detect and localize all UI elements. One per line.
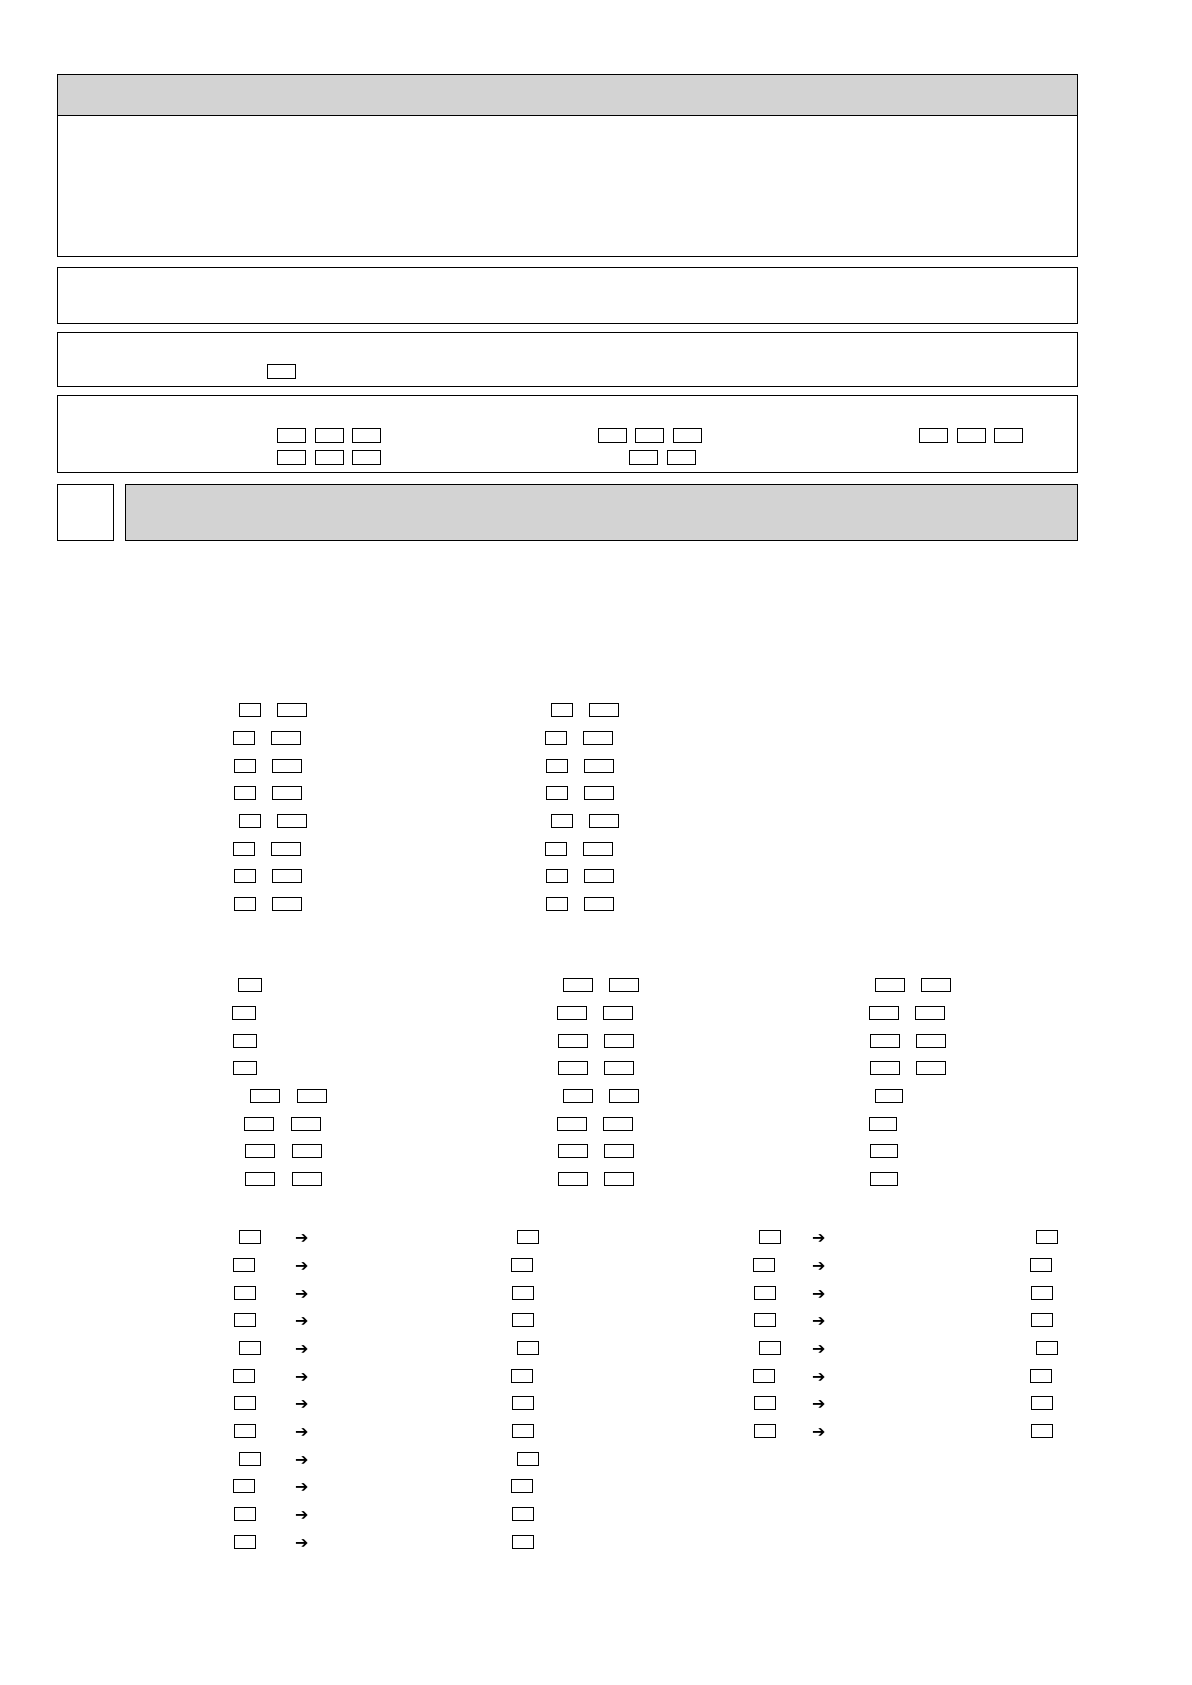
answer-box[interactable] bbox=[870, 1034, 900, 1048]
answer-box[interactable] bbox=[239, 1230, 261, 1244]
answer-box[interactable] bbox=[545, 842, 567, 856]
answer-box[interactable] bbox=[512, 1535, 534, 1549]
answer-box[interactable] bbox=[667, 450, 696, 465]
answer-box[interactable] bbox=[234, 1507, 256, 1521]
answer-box[interactable] bbox=[753, 1258, 775, 1272]
answer-box[interactable] bbox=[272, 786, 302, 800]
answer-box[interactable] bbox=[272, 897, 302, 911]
right-arrow-icon: ➔ bbox=[295, 1228, 309, 1247]
answer-box[interactable] bbox=[563, 978, 593, 992]
answer-box[interactable] bbox=[233, 731, 255, 745]
answer-box[interactable] bbox=[635, 428, 664, 443]
top-header-bar bbox=[58, 75, 1077, 116]
right-arrow-icon: ➔ bbox=[295, 1339, 309, 1358]
answer-box[interactable] bbox=[232, 1006, 256, 1020]
answer-box[interactable] bbox=[512, 1396, 534, 1410]
answer-box[interactable] bbox=[1030, 1369, 1052, 1383]
answer-box[interactable] bbox=[234, 869, 256, 883]
answer-box[interactable] bbox=[291, 1117, 321, 1131]
answer-box[interactable] bbox=[754, 1313, 776, 1327]
answer-box[interactable] bbox=[234, 897, 256, 911]
answer-box[interactable] bbox=[558, 1144, 588, 1158]
answer-box[interactable] bbox=[870, 1172, 898, 1186]
right-arrow-icon: ➔ bbox=[295, 1256, 309, 1275]
answer-box[interactable] bbox=[512, 1286, 534, 1300]
answer-box[interactable] bbox=[234, 786, 256, 800]
answer-box[interactable] bbox=[759, 1341, 781, 1355]
right-arrow-icon: ➔ bbox=[812, 1367, 826, 1386]
answer-box[interactable] bbox=[957, 428, 986, 443]
answer-box[interactable] bbox=[271, 731, 301, 745]
answer-box[interactable] bbox=[239, 703, 261, 717]
answer-box[interactable] bbox=[870, 1144, 898, 1158]
right-arrow-icon: ➔ bbox=[812, 1256, 826, 1275]
answer-box[interactable] bbox=[604, 1144, 634, 1158]
answer-box[interactable] bbox=[545, 731, 567, 745]
answer-box[interactable] bbox=[558, 1061, 588, 1075]
single-box-panel bbox=[57, 332, 1078, 387]
answer-box[interactable] bbox=[267, 364, 296, 379]
answer-box[interactable] bbox=[272, 759, 302, 773]
answer-box[interactable] bbox=[583, 731, 613, 745]
answer-box[interactable] bbox=[517, 1341, 539, 1355]
answer-box[interactable] bbox=[673, 428, 702, 443]
answer-box[interactable] bbox=[603, 1006, 633, 1020]
top-header-panel bbox=[57, 74, 1078, 257]
answer-box[interactable] bbox=[546, 759, 568, 773]
answer-box[interactable] bbox=[233, 842, 255, 856]
answer-box[interactable] bbox=[1036, 1341, 1058, 1355]
answer-box[interactable] bbox=[915, 1006, 945, 1020]
answer-box[interactable] bbox=[754, 1396, 776, 1410]
answer-box[interactable] bbox=[754, 1286, 776, 1300]
answer-box[interactable] bbox=[234, 1313, 256, 1327]
answer-box[interactable] bbox=[609, 1089, 639, 1103]
answer-box[interactable] bbox=[1036, 1230, 1058, 1244]
answer-box[interactable] bbox=[234, 1424, 256, 1438]
answer-box[interactable] bbox=[234, 1396, 256, 1410]
answer-box[interactable] bbox=[551, 703, 573, 717]
answer-box[interactable] bbox=[584, 786, 614, 800]
answer-box[interactable] bbox=[233, 1479, 255, 1493]
answer-box[interactable] bbox=[244, 1117, 274, 1131]
answer-box[interactable] bbox=[557, 1006, 587, 1020]
answer-box[interactable] bbox=[604, 1061, 634, 1075]
answer-box[interactable] bbox=[250, 1089, 280, 1103]
answer-box[interactable] bbox=[609, 978, 639, 992]
right-arrow-icon: ➔ bbox=[295, 1311, 309, 1330]
answer-box[interactable] bbox=[239, 814, 261, 828]
answer-box[interactable] bbox=[233, 1034, 257, 1048]
right-arrow-icon: ➔ bbox=[295, 1367, 309, 1386]
answer-box[interactable] bbox=[563, 1089, 593, 1103]
answer-box[interactable] bbox=[598, 428, 627, 443]
answer-box[interactable] bbox=[546, 897, 568, 911]
right-arrow-icon: ➔ bbox=[812, 1311, 826, 1330]
answer-box[interactable] bbox=[277, 814, 307, 828]
answer-box[interactable] bbox=[239, 1452, 261, 1466]
answer-box[interactable] bbox=[271, 842, 301, 856]
answer-box[interactable] bbox=[352, 428, 381, 443]
answer-box[interactable] bbox=[558, 1034, 588, 1048]
right-arrow-icon: ➔ bbox=[295, 1422, 309, 1441]
answer-box[interactable] bbox=[558, 1172, 588, 1186]
answer-box[interactable] bbox=[916, 1061, 946, 1075]
right-arrow-icon: ➔ bbox=[295, 1394, 309, 1413]
right-arrow-icon: ➔ bbox=[295, 1450, 309, 1469]
answer-box[interactable] bbox=[517, 1452, 539, 1466]
answer-box[interactable] bbox=[352, 450, 381, 465]
answer-box[interactable] bbox=[292, 1172, 322, 1186]
answer-box[interactable] bbox=[277, 428, 306, 443]
answer-box[interactable] bbox=[603, 1117, 633, 1131]
answer-box[interactable] bbox=[234, 1535, 256, 1549]
answer-box[interactable] bbox=[919, 428, 948, 443]
answer-box[interactable] bbox=[511, 1369, 533, 1383]
answer-box[interactable] bbox=[589, 703, 619, 717]
answer-box[interactable] bbox=[512, 1507, 534, 1521]
answer-box[interactable] bbox=[589, 814, 619, 828]
answer-box[interactable] bbox=[1030, 1258, 1052, 1272]
answer-box[interactable] bbox=[238, 978, 262, 992]
answer-box[interactable] bbox=[1031, 1286, 1053, 1300]
answer-box[interactable] bbox=[1031, 1424, 1053, 1438]
answer-box[interactable] bbox=[604, 1172, 634, 1186]
answer-box[interactable] bbox=[512, 1424, 534, 1438]
answer-box[interactable] bbox=[512, 1313, 534, 1327]
answer-box[interactable] bbox=[239, 1341, 261, 1355]
answer-box[interactable] bbox=[875, 978, 905, 992]
answer-box[interactable] bbox=[234, 759, 256, 773]
answer-box[interactable] bbox=[869, 1117, 897, 1131]
answer-box[interactable] bbox=[870, 1061, 900, 1075]
answer-box[interactable] bbox=[869, 1006, 899, 1020]
answer-box[interactable] bbox=[315, 428, 344, 443]
answer-box[interactable] bbox=[233, 1258, 255, 1272]
answer-box[interactable] bbox=[875, 1089, 903, 1103]
right-arrow-icon: ➔ bbox=[812, 1228, 826, 1247]
answer-box[interactable] bbox=[994, 428, 1023, 443]
answer-box[interactable] bbox=[233, 1061, 257, 1075]
right-arrow-icon: ➔ bbox=[295, 1533, 309, 1552]
answer-box[interactable] bbox=[277, 450, 306, 465]
answer-box[interactable] bbox=[1031, 1396, 1053, 1410]
answer-box[interactable] bbox=[511, 1479, 533, 1493]
answer-box[interactable] bbox=[604, 1034, 634, 1048]
answer-box[interactable] bbox=[921, 978, 951, 992]
answer-box[interactable] bbox=[245, 1144, 275, 1158]
right-arrow-icon: ➔ bbox=[295, 1505, 309, 1524]
answer-box[interactable] bbox=[277, 703, 307, 717]
answer-box[interactable] bbox=[297, 1089, 327, 1103]
right-arrow-icon: ➔ bbox=[812, 1394, 826, 1413]
answer-box[interactable] bbox=[629, 450, 658, 465]
answer-box[interactable] bbox=[234, 1286, 256, 1300]
answer-box[interactable] bbox=[511, 1258, 533, 1272]
answer-box[interactable] bbox=[759, 1230, 781, 1244]
answer-box[interactable] bbox=[546, 869, 568, 883]
answer-box[interactable] bbox=[584, 759, 614, 773]
answer-box[interactable] bbox=[292, 1144, 322, 1158]
right-arrow-icon: ➔ bbox=[812, 1284, 826, 1303]
answer-box[interactable] bbox=[272, 869, 302, 883]
answer-box[interactable] bbox=[557, 1117, 587, 1131]
answer-box[interactable] bbox=[517, 1230, 539, 1244]
answer-box[interactable] bbox=[583, 842, 613, 856]
answer-box[interactable] bbox=[315, 450, 344, 465]
right-arrow-icon: ➔ bbox=[295, 1284, 309, 1303]
answer-box[interactable] bbox=[584, 869, 614, 883]
answer-box[interactable] bbox=[584, 897, 614, 911]
info-panel bbox=[57, 267, 1078, 324]
answer-box[interactable] bbox=[753, 1369, 775, 1383]
answer-box[interactable] bbox=[754, 1424, 776, 1438]
right-arrow-icon: ➔ bbox=[812, 1339, 826, 1358]
right-arrow-icon: ➔ bbox=[295, 1477, 309, 1496]
section-number-box bbox=[57, 484, 114, 541]
answer-box[interactable] bbox=[1031, 1313, 1053, 1327]
answer-box[interactable] bbox=[551, 814, 573, 828]
answer-box[interactable] bbox=[916, 1034, 946, 1048]
right-arrow-icon: ➔ bbox=[812, 1422, 826, 1441]
answer-box[interactable] bbox=[233, 1369, 255, 1383]
answer-box[interactable] bbox=[245, 1172, 275, 1186]
section-heading-bar bbox=[125, 484, 1078, 541]
answer-box[interactable] bbox=[546, 786, 568, 800]
